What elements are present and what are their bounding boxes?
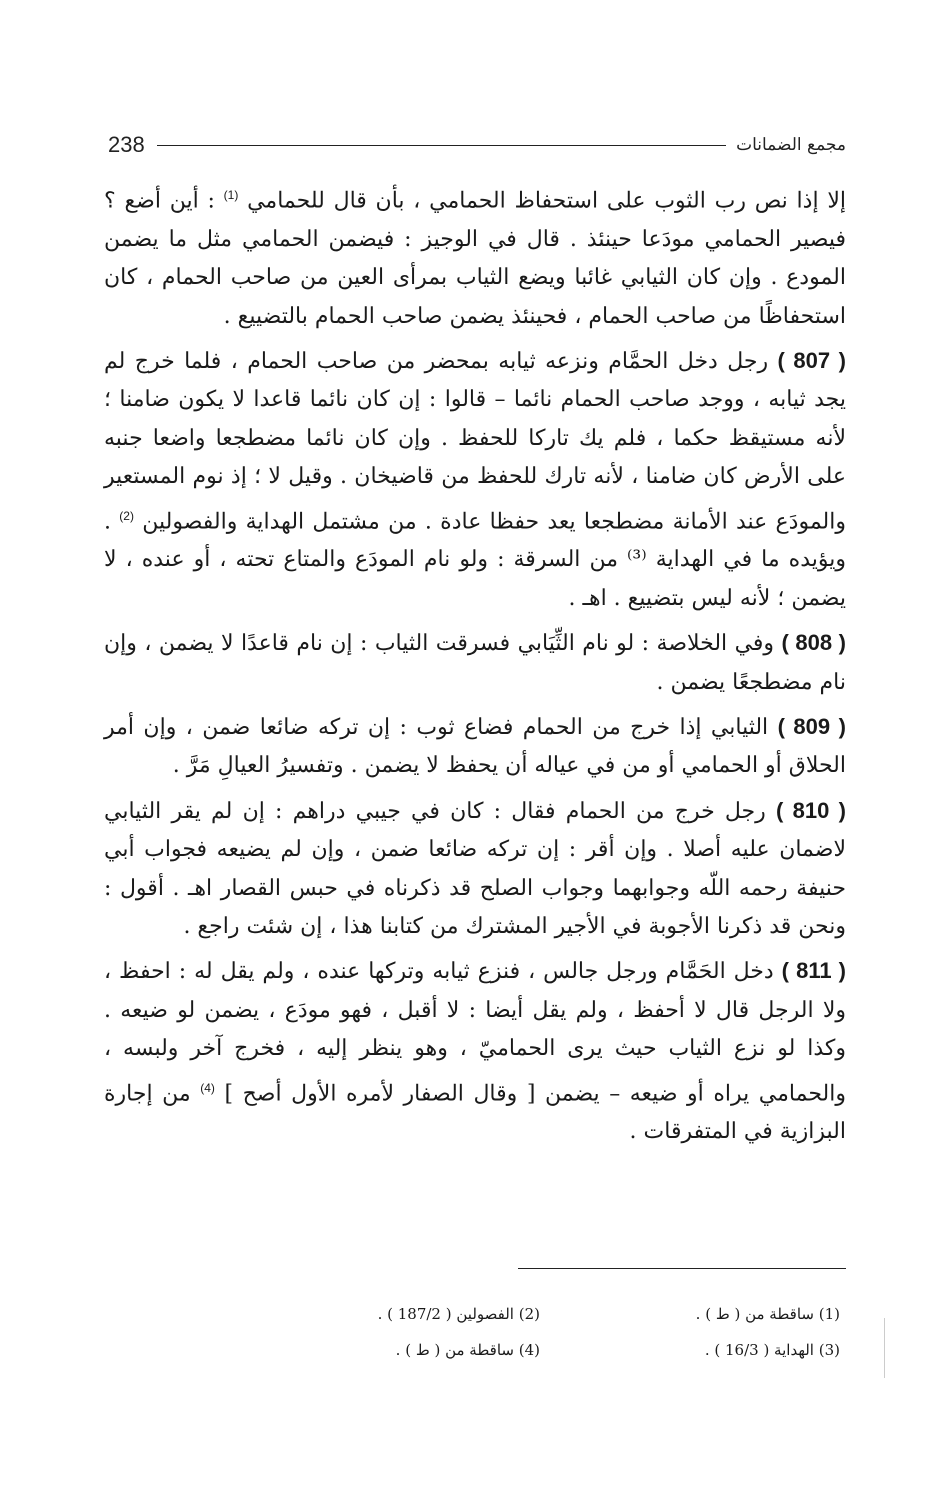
footnote: (3) الهداية ( 16/3 ) . bbox=[704, 1341, 840, 1359]
paragraph bbox=[104, 952, 846, 1151]
footnote-ref: (4) bbox=[200, 1080, 215, 1095]
main-text bbox=[104, 176, 846, 1158]
paragraph-text-cont: : أين أضع ؟ فيصير الحمامي مودَعا حينئذ . قال في الوجيز : فيضمن الحمامي مثل ما يضمن المودع . وإن كان الثيابي غائبا ويضع الثياب بمرأى العين من صاحب الحمام ، كان استحفاظًا من صاحب الحمام ، فحينئذ يضمن صاحب الحمام بالتضييع . bbox=[104, 188, 846, 329]
paragraph-text: رجل خرج من الحمام فقال : كان في جيبي دراهم : إن لم يقر الثيابي لاضمان عليه أصلا . وإن أقر : إن تركه ضائعا ضمن ، وإن لم يضيعه فجواب أبي حنيفة رحمه اللّه وجوابهما وجواب الصلح قد ذكرناه في حبس القصار اهـ . أقول : ونحن قد ذكرنا الأجوبة في الأجير المشترك من كتابنا هذا ، إن شئت راجع . bbox=[104, 798, 846, 939]
footnote-row bbox=[240, 1296, 840, 1332]
header-rule bbox=[157, 145, 726, 146]
footnote-row bbox=[240, 1332, 840, 1368]
paragraph-text-cont: . ويؤيده ما في الهداية ⁽³⁾ من السرقة : ولو نام المودَع والمتاع تحته ، أو عنده ، لا يضمن ؛ لأنه ليس بتضييع . اهـ . bbox=[104, 508, 846, 611]
paragraph-number: ( 811 ) bbox=[781, 958, 846, 984]
paragraph-text: الثيابي إذا خرج من الحمام فضاع ثوب : إن تركه ضائعا ضمن ، وإن أمر الحلاق أو الحمامي أو من في عياله أن يحفظ لا يضمن . وتفسيرُ العيالِ مَرَّ . bbox=[104, 714, 846, 779]
paragraph bbox=[104, 176, 846, 336]
paragraph-number: ( 808 ) bbox=[781, 630, 846, 656]
paragraph-number: ( 810 ) bbox=[775, 797, 846, 823]
footnote-ref: (2) bbox=[119, 508, 134, 523]
paragraph-text: دخل الحَمَّام ورجل جالس ، فنزع ثيابه وتركها عنده ، ولم يقل له : احفظ ، ولا الرجل قال لا أحفظ ، ولم يقل أيضا : لا أقبل ، فهو مودَع ، يضمن لو ضيعه . وكذا لو نزع الثياب حيث يرى الحماميّ ، وهو ينظر إليه ، فخرج آخر ولبسه ، والحمامي يراه أو ضيعه – يضمن [ وقال الصفار لأمره الأول أصح ] bbox=[104, 959, 846, 1106]
running-title: مجمع الضمانات bbox=[736, 135, 846, 155]
paragraph-text-cont: من إجارة البزازية في المتفرقات . bbox=[104, 1080, 846, 1145]
footnote: (4) ساقطة من ( ط ) . bbox=[395, 1341, 540, 1359]
scan-edge-mark bbox=[884, 1318, 885, 1378]
paragraph bbox=[104, 708, 846, 786]
footnotes bbox=[240, 1296, 840, 1368]
page-header bbox=[108, 128, 846, 162]
paragraph-number: ( 807 ) bbox=[777, 347, 846, 373]
footnote: (2) الفصولين ( 187/2 ) . bbox=[377, 1305, 540, 1323]
paragraph bbox=[104, 624, 846, 702]
footnote-ref: (1) bbox=[223, 188, 239, 202]
paragraph-text: رجل دخل الحمَّام ونزعه ثيابه بمحضر من صاحب الحمام ، فلما خرج لم يجد ثيابه ، ووجد صاحب الحمام نائما – قالوا : إن كان نائما قاعدا لا يكون ضامنا ؛ لأنه مستيقظ حكما ، فلم يك تاركا للحفظ . وإن كان نائما مضطجعا واضعا جنبه على الأرض كان ضامنا ، لأنه تارك للحفظ من قاضيخان . وقيل لا ؛ إذ نوم المستعير والمودَع عند الأمانة مضطجعا يعد حفظا عادة . من مشتمل الهداية والفصولين bbox=[104, 348, 846, 534]
paragraph-number: ( 809 ) bbox=[777, 713, 846, 739]
paragraph bbox=[104, 792, 846, 947]
footnote-separator bbox=[518, 1268, 846, 1269]
paragraph bbox=[104, 342, 846, 618]
paragraph-text: إلا إذا نص رب الثوب على استحفاظ الحمامي ، بأن قال للحمامي bbox=[247, 188, 847, 214]
paragraph-text: وفي الخلاصة : لو نام الثِّيَابي فسرقت الثياب : إن نام قاعدًا لا يضمن ، وإن نام مضطجعًا يضمن . bbox=[104, 631, 846, 695]
footnote: (1) ساقطة من ( ط ) . bbox=[695, 1305, 840, 1323]
page-number: 238 bbox=[108, 132, 145, 157]
